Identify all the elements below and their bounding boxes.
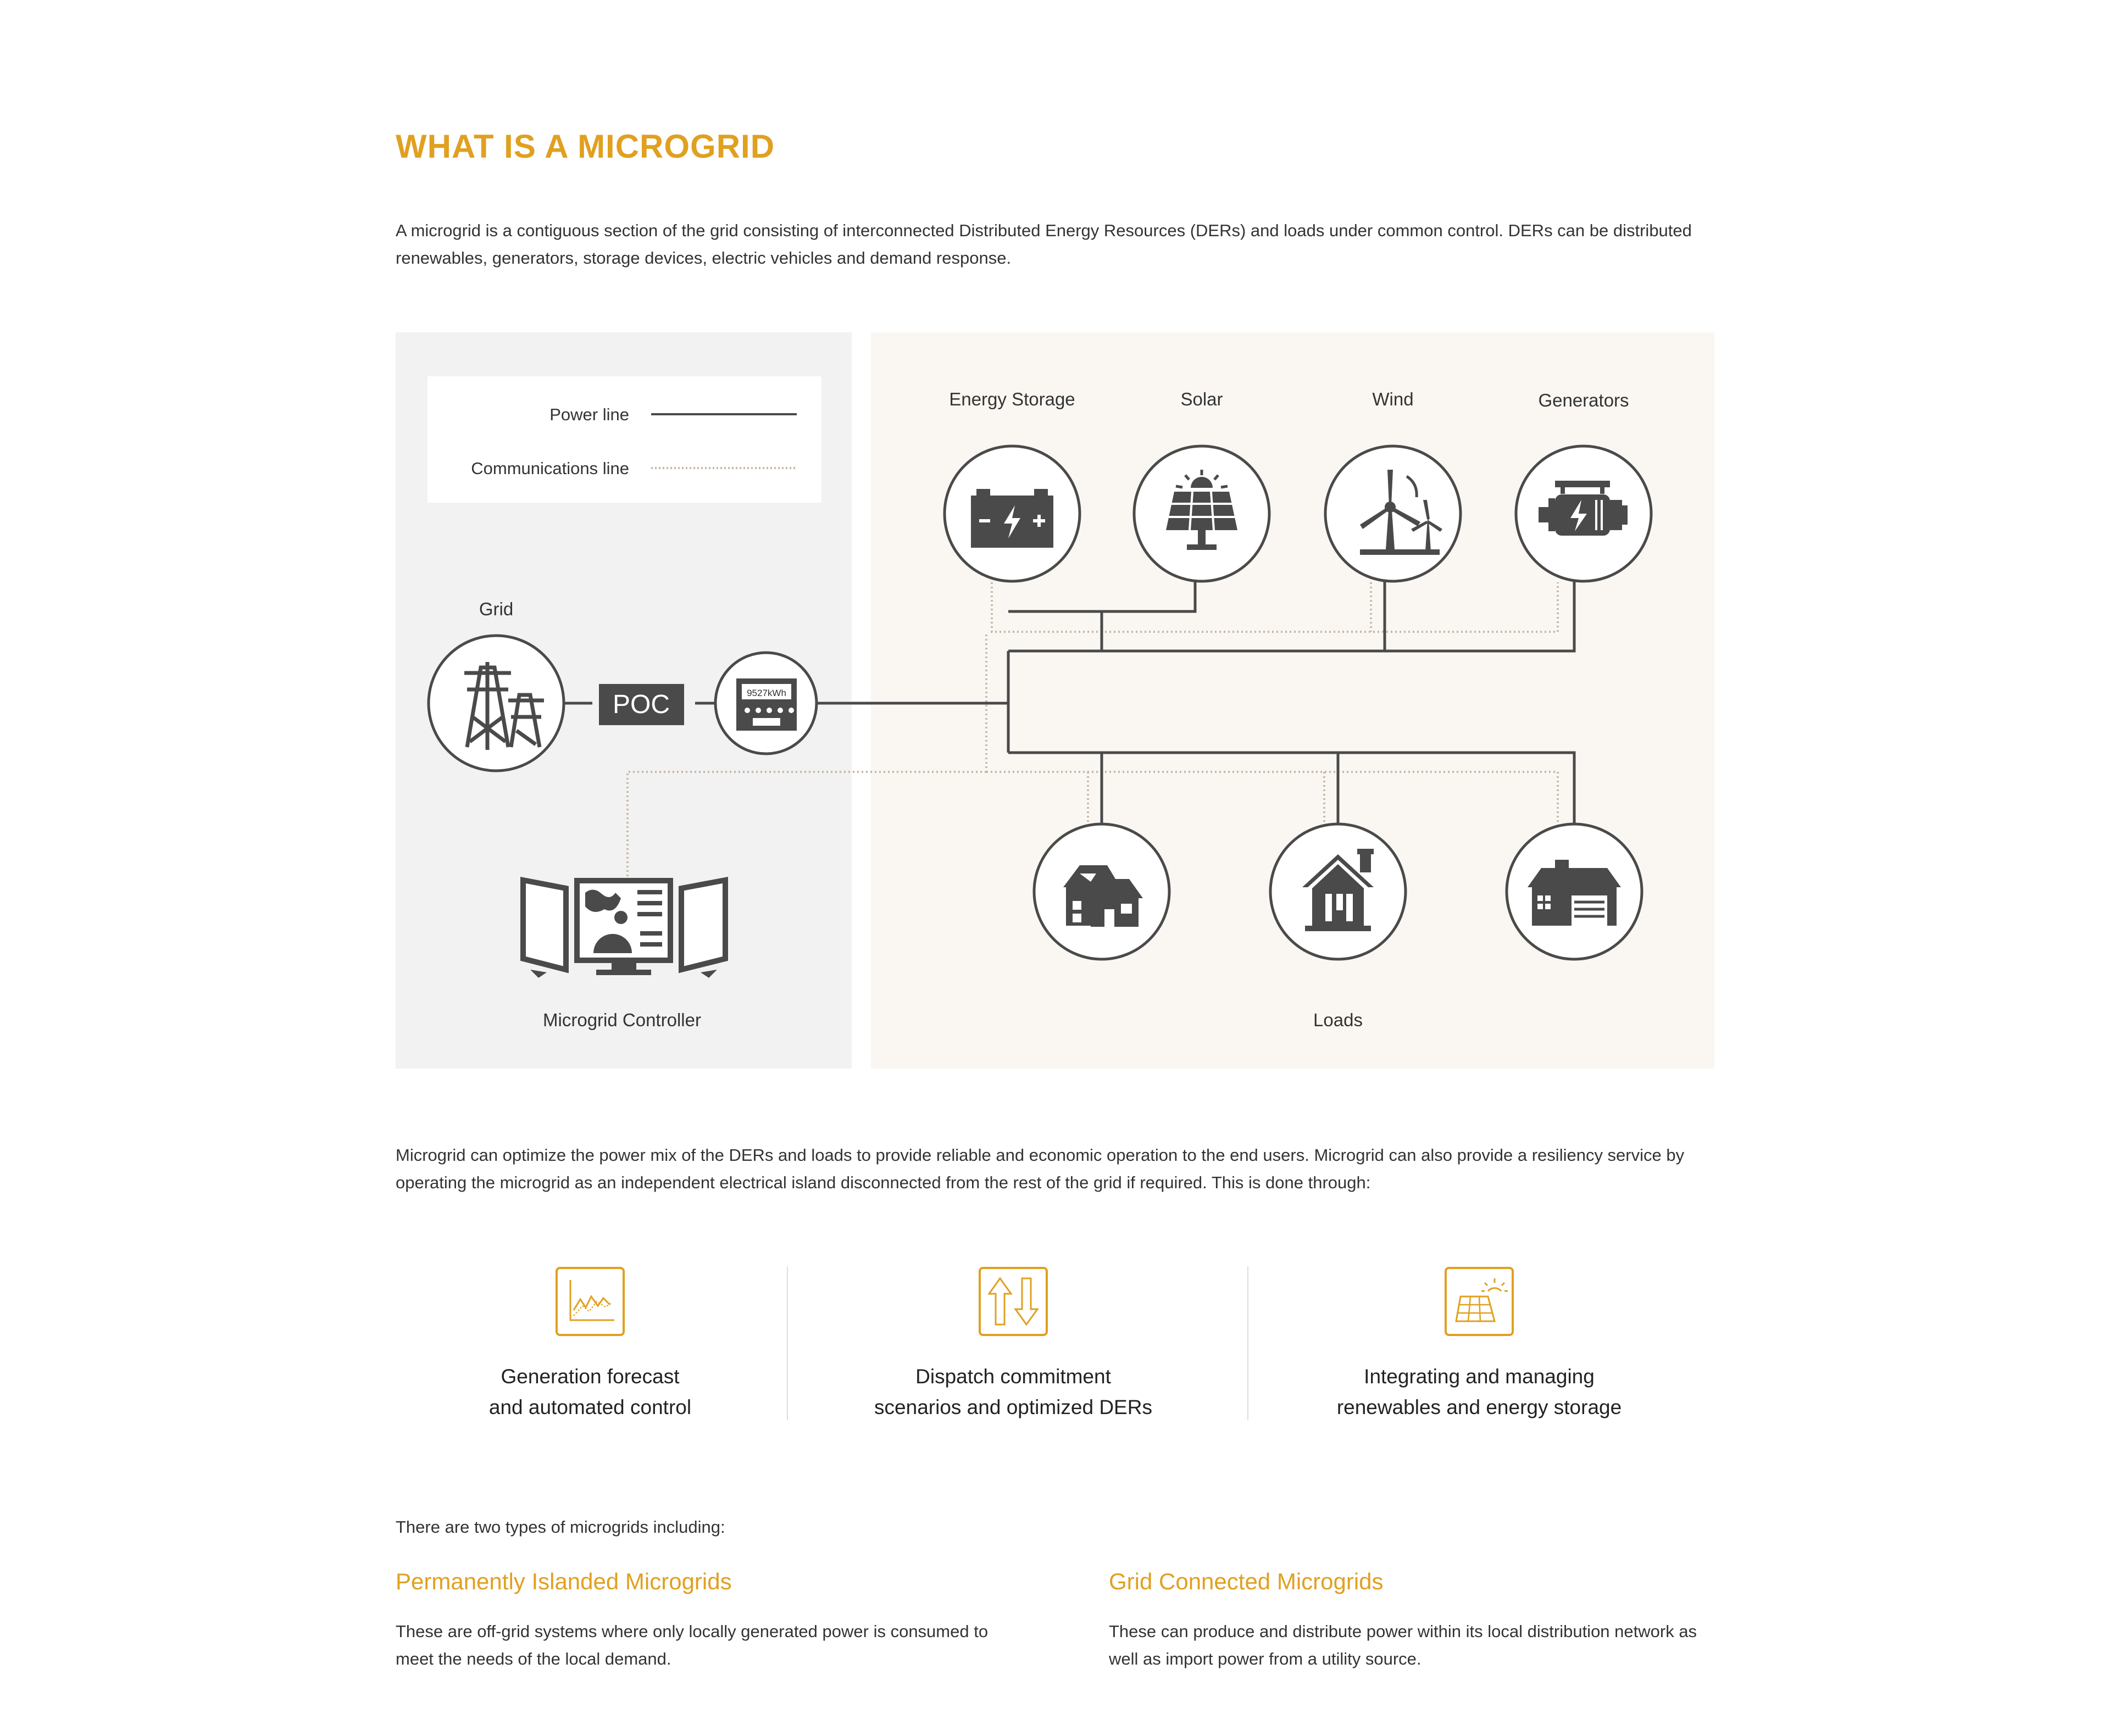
control-monitors-icon: [523, 880, 725, 978]
feature-line-1: Generation forecast: [501, 1365, 680, 1388]
type-title-grid-connected: Grid Connected Microgrids: [1109, 1568, 1384, 1594]
energy-meter-icon: [736, 678, 797, 731]
der-energy-storage: [945, 446, 1080, 581]
feature-dispatch-commitment: [848, 1361, 1178, 1423]
feature-divider-2: [1247, 1266, 1248, 1420]
load-houses: [1034, 824, 1169, 959]
page-title: WHAT IS A MICROGRID: [396, 128, 775, 165]
der-generators: [1516, 446, 1651, 581]
type-text-islanded: These are off-grid systems where only locally generated power is consumed to meet the needs of the local demand.: [396, 1622, 989, 1668]
battery-icon: [971, 489, 1053, 548]
legend: [427, 376, 821, 503]
controller-label: Microgrid Controller: [543, 1010, 701, 1030]
intro-paragraph: A microgrid is a contiguous section of the grid consisting of interconnected Distributed Energy Resources (DERs) and loads under common control. DERs can be distributed renewables, generators, storage devices, electric vehicles and demand response.: [396, 221, 1692, 268]
garage-building-icon: [1528, 860, 1621, 926]
feature-integrating-renewables: [1314, 1361, 1644, 1423]
types-intro: There are two types of microgrids including:: [396, 1517, 725, 1537]
meter-reading: 9527kWh: [747, 688, 786, 698]
feature-divider-1: [787, 1266, 788, 1420]
grid-node: [429, 636, 564, 771]
up-down-arrows-icon: [978, 1266, 1048, 1337]
meter-node: [715, 653, 817, 754]
feature-line-2: scenarios and optimized DERs: [874, 1396, 1152, 1418]
feature-line-2: and automated control: [488, 1396, 692, 1418]
feature-line-1: Dispatch commitment: [915, 1365, 1111, 1388]
type-title-islanded: Permanently Islanded Microgrids: [396, 1568, 732, 1594]
poc-label: POC: [612, 690, 670, 719]
feature-line-2: renewables and energy storage: [1336, 1396, 1622, 1418]
grid-label: Grid: [479, 599, 514, 619]
der-solar: [1134, 446, 1269, 581]
microgrid-controller: [523, 880, 725, 978]
type-text-grid-connected: These can produce and distribute power within its local distribution network as well as import power from a utility source.: [1109, 1622, 1697, 1668]
der-wind: [1325, 446, 1461, 581]
der-label-solar: Solar: [1180, 389, 1223, 409]
microgrid-diagram: [396, 332, 1714, 1069]
legend-power-line-label: Power line: [549, 405, 629, 424]
solar-panel-sun-icon: [1444, 1266, 1514, 1337]
forecast-chart-icon: [555, 1266, 625, 1337]
load-home: [1270, 824, 1406, 959]
legend-communications-line-label: Communications line: [471, 459, 629, 478]
der-label-energy-storage: Energy Storage: [949, 389, 1075, 409]
optimize-paragraph: Microgrid can optimize the power mix of the DERs and loads to provide reliable and economic operation to the end users. Microgrid can also provide a resiliency service by operating the microgrid as an independent electrical island disconnected from the rest of the grid if required. This is done through:: [396, 1145, 1685, 1192]
loads-label: Loads: [1313, 1010, 1363, 1030]
feature-line-1: Integrating and managing: [1364, 1365, 1595, 1388]
load-building: [1507, 824, 1642, 959]
der-label-generators: Generators: [1538, 390, 1629, 410]
feature-generation-forecast: [425, 1361, 755, 1423]
der-label-wind: Wind: [1372, 389, 1414, 409]
